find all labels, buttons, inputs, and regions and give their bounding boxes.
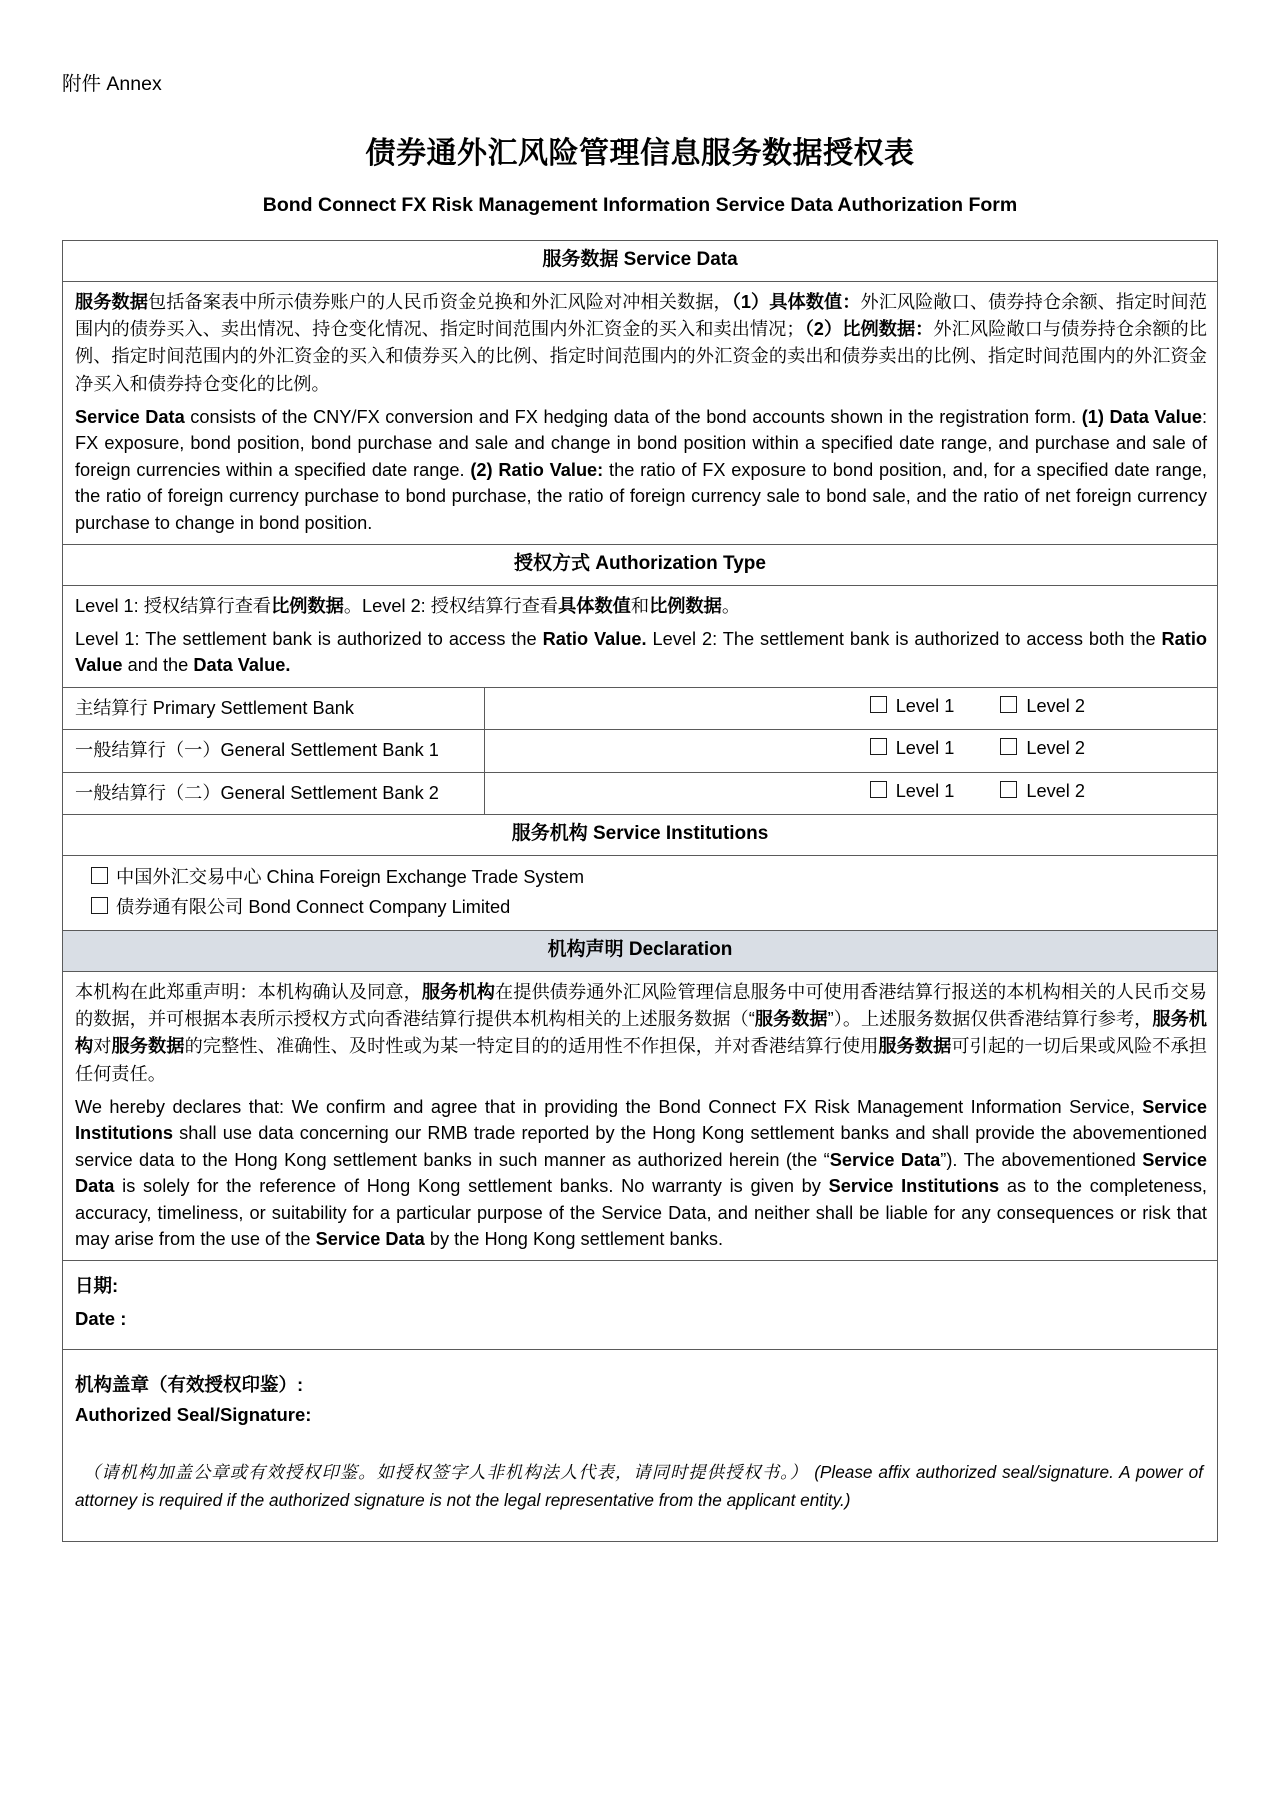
general-bank-2-level1-label: Level 1 bbox=[895, 780, 955, 801]
page-title-en: Bond Connect FX Risk Management Information Service Data Authorization Form bbox=[262, 193, 1018, 216]
seal-label-cn: 机构盖章（有效授权印鉴）: bbox=[75, 1374, 304, 1396]
checkbox-unchecked-icon[interactable] bbox=[870, 781, 887, 798]
auth-type-paragraph-en bbox=[75, 626, 1207, 679]
service-institution-label-bccl: 债券通有限公司 Bond Connect Company Limited bbox=[116, 896, 511, 917]
checkbox-unchecked-icon[interactable] bbox=[1000, 696, 1017, 713]
date-label-en: Date : bbox=[75, 1307, 127, 1329]
table-row bbox=[63, 730, 1218, 773]
primary-settlement-bank-options bbox=[484, 687, 1217, 730]
decl-cn-b2: 服务数据 bbox=[754, 1009, 828, 1030]
decl-en-b5: Service Data bbox=[315, 1228, 425, 1249]
decl-cn-1: 本机构在此郑重声明：本机构确认及同意， bbox=[75, 981, 422, 1002]
service-data-cn-part1: 包括备案表中所示债券账户的人民币资金兑换和外汇风险对冲相关数据， bbox=[147, 291, 732, 312]
service-data-en-part3: the ratio of FX exposure to bond position, and, for a specified date range, the ratio of foreign currency purchase to bond purchase, the ratio of foreign currency sale to bond sale, and the ratio of net foreign currency purchase to change in bond position. bbox=[75, 459, 1207, 533]
decl-cn-4: 对 bbox=[93, 1036, 112, 1057]
auth-cn-a: Level 1: 授权结算行查看 bbox=[75, 595, 272, 616]
primary-bank-level1-option[interactable] bbox=[870, 696, 955, 717]
decl-cn-b3: 服务机构 bbox=[75, 1009, 1207, 1057]
service-data-en-part1: consists of the CNY/FX conversion and FX hedging data of the bond accounts shown in the registration form. bbox=[184, 407, 1082, 428]
general-bank-2-level2-option[interactable] bbox=[1000, 781, 1085, 802]
section-auth-type-header-row bbox=[63, 545, 1218, 586]
service-data-cn-lead: 服务数据 bbox=[75, 291, 148, 312]
declaration-body bbox=[63, 971, 1218, 1261]
section-service-data-header-row bbox=[63, 241, 1218, 282]
service-data-en-part2: : FX exposure, bond position, bond purchase and sale and change in bond position within a specified date range, and purchase and sale of foreign currencies within a specified date range. bbox=[75, 407, 1208, 480]
general-bank-1-level2-option[interactable] bbox=[1000, 738, 1085, 759]
section-auth-type-body-row bbox=[63, 585, 1218, 687]
section-service-institutions-header-row bbox=[63, 815, 1218, 856]
annex-label: 附件 Annex bbox=[62, 73, 162, 95]
authorization-type-body bbox=[63, 585, 1218, 687]
checkbox-unchecked-icon[interactable] bbox=[1000, 781, 1017, 798]
date-block[interactable] bbox=[63, 1261, 1218, 1350]
section-service-institutions-body-row bbox=[63, 856, 1218, 931]
auth-cn-b: 。Level 2: 授权结算行查看 bbox=[343, 595, 559, 616]
service-data-header: 服务数据 Service Data bbox=[63, 241, 1218, 282]
service-data-paragraph-en bbox=[75, 404, 1207, 536]
general-bank-2-level2-label: Level 2 bbox=[1026, 780, 1085, 801]
decl-en-b4: Service Institutions bbox=[828, 1176, 1000, 1197]
decl-en-4: is solely for the reference of Hong Kong settlement banks. No warranty is given by bbox=[114, 1176, 829, 1197]
seal-note bbox=[75, 1459, 1203, 1515]
primary-bank-level2-label: Level 2 bbox=[1026, 695, 1085, 716]
decl-en-3: ”). The abovementioned bbox=[940, 1149, 1143, 1170]
auth-cn-d: 。 bbox=[721, 595, 741, 616]
checkbox-unchecked-icon[interactable] bbox=[1000, 738, 1017, 755]
decl-en-6: by the Hong Kong settlement banks. bbox=[424, 1228, 724, 1249]
checkbox-unchecked-icon[interactable] bbox=[91, 897, 108, 914]
authorization-type-header: 授权方式 Authorization Type bbox=[63, 545, 1218, 586]
auth-cn-c: 和 bbox=[630, 595, 650, 616]
table-row bbox=[63, 772, 1218, 815]
auth-cn-c-bold: 比例数据 bbox=[649, 595, 722, 616]
primary-bank-level1-label: Level 1 bbox=[895, 695, 955, 716]
general-bank-1-level1-label: Level 1 bbox=[895, 738, 955, 759]
seal-note-en: (Please affix authorized seal/signature. A power of attorney is required if the authorized signature is not the legal representative from the applicant entity.) bbox=[75, 1462, 1203, 1511]
decl-en-b1: Service Institutions bbox=[75, 1097, 1207, 1144]
general-bank-1-level2-label: Level 2 bbox=[1026, 738, 1085, 759]
section-declaration-header-row bbox=[63, 931, 1218, 972]
decl-cn-b4: 服务数据 bbox=[111, 1036, 185, 1057]
service-institutions-body bbox=[63, 856, 1218, 931]
decl-en-b3: Service Data bbox=[75, 1149, 1208, 1197]
declaration-paragraph-cn bbox=[75, 979, 1207, 1088]
service-data-en-bold1: Service Data bbox=[75, 407, 185, 428]
seal-block[interactable] bbox=[63, 1350, 1218, 1542]
auth-en-c-bold: Data Value. bbox=[193, 655, 291, 676]
decl-cn-b5: 服务数据 bbox=[878, 1036, 952, 1057]
declaration-header: 机构声明 Declaration bbox=[63, 931, 1218, 972]
decl-cn-b1: 服务机构 bbox=[421, 981, 495, 1002]
service-data-en-bold3: (2) Ratio Value: bbox=[470, 459, 604, 480]
service-institution-option-cfets[interactable] bbox=[75, 863, 1207, 892]
auth-en-c: and the bbox=[122, 655, 194, 676]
auth-en-b-bold: Ratio Value bbox=[75, 629, 1207, 676]
service-data-cn-bold2: （2）比例数据： bbox=[804, 319, 934, 340]
section-declaration-body-row bbox=[63, 971, 1218, 1261]
table-row bbox=[63, 687, 1218, 730]
general-settlement-bank-1-label: 一般结算行（一）General Settlement Bank 1 bbox=[63, 730, 485, 773]
auth-en-b: Level 2: The settlement bank is authorized to access both the bbox=[646, 629, 1162, 649]
service-institutions-header: 服务机构 Service Institutions bbox=[63, 815, 1218, 856]
decl-en-5: as to the completeness, accuracy, timeliness, or suitability for a particular purpose of the Service Data, and neither shall be liable for any consequences or risk that may arise from the use of the bbox=[75, 1176, 1207, 1249]
auth-en-a-bold: Ratio Value. bbox=[542, 629, 647, 649]
auth-type-paragraph-cn bbox=[75, 593, 1207, 620]
auth-en-a: Level 1: The settlement bank is authorized to access the bbox=[75, 629, 543, 649]
seal-label-en: Authorized Seal/Signature: bbox=[75, 1403, 312, 1425]
date-label-cn: 日期: bbox=[75, 1275, 119, 1297]
auth-cn-a-bold: 比例数据 bbox=[271, 595, 344, 616]
authorization-form-table bbox=[62, 240, 1218, 1542]
checkbox-unchecked-icon[interactable] bbox=[870, 696, 887, 713]
general-settlement-bank-1-options bbox=[484, 730, 1217, 773]
service-data-cn-part2: 外汇风险敞口、债券持仓余额、指定时间范围内的债券买入、卖出情况、持仓变化情况、指定时间范围内外汇资金的买入和卖出情况； bbox=[75, 291, 1207, 340]
service-data-body bbox=[63, 281, 1218, 544]
service-data-cn-part3: 外汇风险敞口与债券持仓余额的比例、指定时间范围内的外汇资金的买入和债券买入的比例、指定时间范围内的外汇资金的卖出和债券卖出的比例、指定时间范围内的外汇资金净买入和债券持仓变化的比例。 bbox=[75, 319, 1207, 394]
decl-cn-3: ”）。上述服务数据仅供香港结算行参考， bbox=[827, 1009, 1153, 1030]
decl-cn-6: 可引起的一切后果或风险不承担任何责任。 bbox=[75, 1036, 1207, 1084]
declaration-paragraph-en bbox=[75, 1094, 1207, 1252]
general-settlement-bank-2-options bbox=[484, 772, 1217, 815]
primary-settlement-bank-label: 主结算行 Primary Settlement Bank bbox=[63, 687, 485, 730]
service-data-en-bold2: (1) Data Value bbox=[1081, 407, 1202, 428]
decl-cn-5: 的完整性、准确性、及时性或为某一特定目的的适用性不作担保，并对香港结算行使用 bbox=[184, 1036, 879, 1057]
section-seal-row bbox=[63, 1350, 1218, 1542]
service-institution-label-cfets: 中国外汇交易中心 China Foreign Exchange Trade System bbox=[116, 867, 584, 888]
seal-note-cn: （请机构加盖公章或有效授权印鉴。如授权签字人非机构法人代表，请同时提供授权书。） bbox=[83, 1462, 809, 1483]
general-bank-1-level1-option[interactable] bbox=[870, 738, 955, 759]
service-institution-option-bccl[interactable] bbox=[75, 893, 1207, 922]
service-data-paragraph-cn bbox=[75, 289, 1207, 398]
decl-cn-2: 在提供债券通外汇风险管理信息服务中可使用香港结算行报送的本机构相关的人民币交易的数据，并可根据本表所示授权方式向香港结算行提供本机构相关的上述服务数据（“ bbox=[75, 981, 1207, 1030]
page-title-cn: 债券通外汇风险管理信息服务数据授权表 bbox=[365, 137, 915, 171]
decl-en-2: shall use data concerning our RMB trade reported by the Hong Kong settlement banks and shall provide the abovementioned service data to the Hong Kong settlement banks in such manner as authorized herein (the “ bbox=[75, 1123, 1207, 1170]
general-bank-2-level1-option[interactable] bbox=[870, 781, 955, 802]
checkbox-unchecked-icon[interactable] bbox=[870, 738, 887, 755]
section-date-row bbox=[63, 1261, 1218, 1350]
decl-en-b2: Service Data bbox=[829, 1149, 941, 1170]
auth-cn-b-bold: 具体数值 bbox=[558, 595, 631, 616]
section-service-data-body-row bbox=[63, 281, 1218, 544]
primary-bank-level2-option[interactable] bbox=[1000, 696, 1085, 717]
general-settlement-bank-2-label: 一般结算行（二）General Settlement Bank 2 bbox=[63, 772, 485, 815]
service-data-cn-bold1: （1）具体数值： bbox=[731, 291, 861, 312]
checkbox-unchecked-icon[interactable] bbox=[91, 867, 108, 884]
decl-en-1: We hereby declares that: We confirm and agree that in providing the Bond Connect FX Risk Management Information Service, bbox=[75, 1097, 1143, 1117]
